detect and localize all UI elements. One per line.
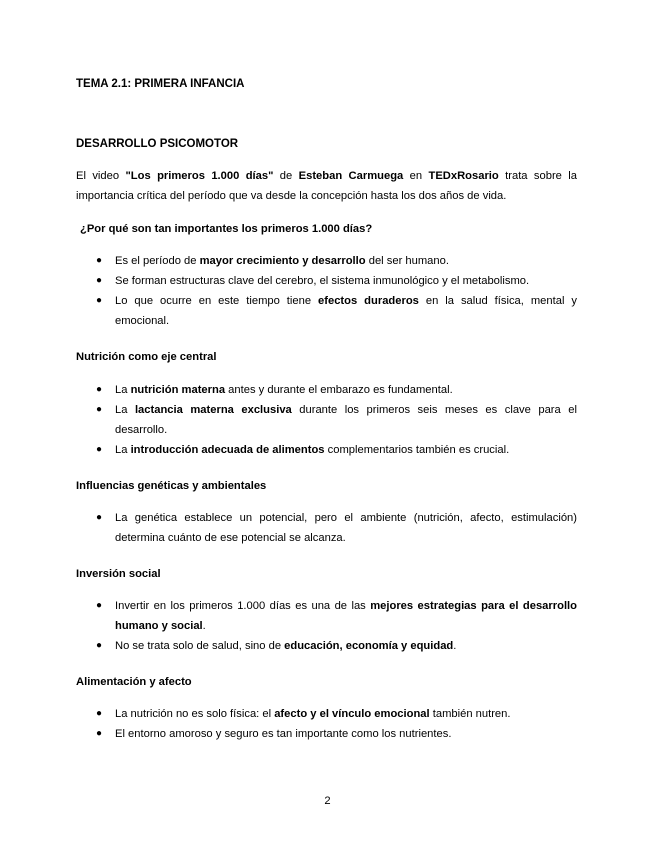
bullet-icon: ● <box>96 444 103 455</box>
section-heading-desarrollo: DESARROLLO PSICOMOTOR <box>76 138 239 150</box>
intro-video-title: "Los primeros 1.000 días" <box>125 170 274 182</box>
bullet-icon: ● <box>96 512 103 523</box>
bullet-icon: ● <box>96 404 103 415</box>
document-title: TEMA 2.1: PRIMERA INFANCIA <box>76 78 245 90</box>
bullet-icon: ● <box>96 600 103 611</box>
intro-text: en <box>403 170 429 182</box>
list-item: ● La nutrición no es solo física: el afecto y el vínculo emocional también nutren. <box>76 704 577 724</box>
list-item: ● El entorno amoroso y seguro es tan importante como los nutrientes. <box>76 724 577 744</box>
nutricion-list <box>76 380 577 460</box>
intro-speaker: Esteban Carmuega <box>298 170 404 182</box>
list-item: ● Lo que ocurre en este tiempo tiene efectos duraderos en la salud física, mental y emocional. <box>76 291 577 331</box>
intro-paragraph <box>76 166 577 206</box>
list-item: ● La lactancia materna exclusiva durante los primeros seis meses es clave para el desarrollo. <box>76 400 577 440</box>
alimentacion-list <box>76 704 577 744</box>
bullet-icon: ● <box>96 728 103 739</box>
bullet-icon: ● <box>96 640 103 651</box>
section-heading-inversion: Inversión social <box>76 568 161 580</box>
bullet-icon: ● <box>96 295 103 306</box>
bullet-icon: ● <box>96 275 103 286</box>
section-heading-nutricion: Nutrición como eje central <box>76 351 217 363</box>
inversion-list <box>76 596 577 656</box>
why-list <box>76 251 577 331</box>
intro-text: El video <box>76 170 126 182</box>
bullet-icon: ● <box>96 708 103 719</box>
question-heading: ¿Por qué son tan importantes los primeros 1.000 días? <box>80 223 373 235</box>
list-item: ● No se trata solo de salud, sino de educación, economía y equidad. <box>76 636 577 656</box>
intro-text: trata sobre la importancia crítica del período que va desde la concepción hasta los dos años de vida. <box>76 170 577 202</box>
list-item: ● Invertir en los primeros 1.000 días es una de las mejores estrategias para el desarrollo humano y social. <box>76 596 577 636</box>
section-heading-influencias: Influencias genéticas y ambientales <box>76 480 267 492</box>
page-number: 2 <box>324 795 331 807</box>
list-item: ● La genética establece un potencial, pero el ambiente (nutrición, afecto, estimulación) determina cuánto de ese potencial se alcanza. <box>76 508 577 548</box>
list-item: ● Es el período de mayor crecimiento y desarrollo del ser humano. <box>76 251 577 271</box>
list-item: ● Se forman estructuras clave del cerebro, el sistema inmunológico y el metabolismo. <box>76 271 577 291</box>
list-item: ● La nutrición materna antes y durante el embarazo es fundamental. <box>76 380 577 400</box>
list-item: ● La introducción adecuada de alimentos complementarios también es crucial. <box>76 440 577 460</box>
influencias-list <box>76 508 577 548</box>
intro-event: TEDxRosario <box>428 170 499 182</box>
bullet-icon: ● <box>96 255 103 266</box>
bullet-icon: ● <box>96 384 103 395</box>
section-heading-alimentacion: Alimentación y afecto <box>76 676 192 688</box>
intro-text: de <box>273 170 299 182</box>
